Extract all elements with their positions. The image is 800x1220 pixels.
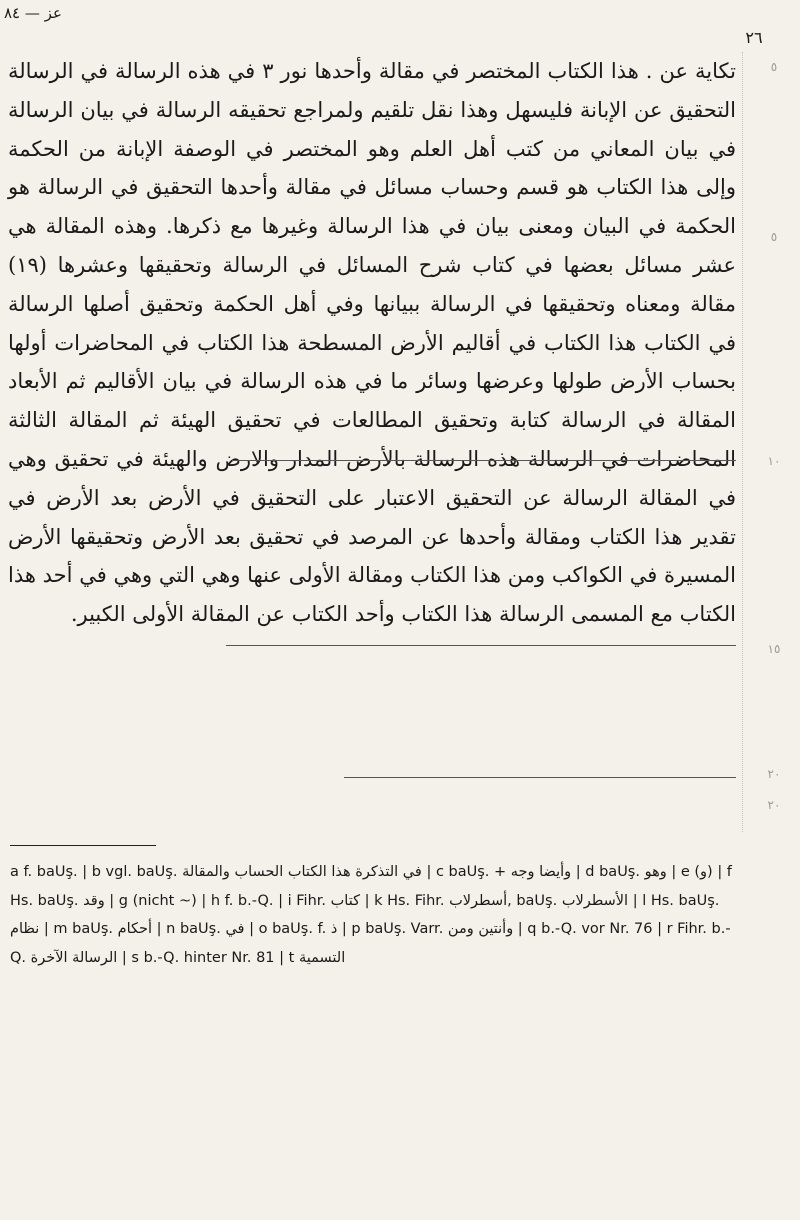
line-number: ٢٠ bbox=[767, 767, 781, 781]
footnote-separator bbox=[10, 845, 156, 846]
main-text bbox=[8, 52, 736, 634]
margin-guide bbox=[742, 52, 743, 832]
line-number: ٢٠ bbox=[767, 798, 781, 812]
line-number: ١٥ bbox=[767, 642, 781, 656]
line-number: ١٠ bbox=[767, 454, 781, 468]
text-rule bbox=[232, 460, 736, 461]
body-paragraph: تكاية عن . هذا الكتاب المختصر في مقالة وأحدها نور ٣ في هذه الرسالة في الرسالة التحقيق عن الإبانة فليسهل وهذا نقل تلقيم ولمراجع تحقيقه الرسالة في بيان الرسالة في بيان المعاني من كتب أهل العلم وهو المختصر في الوصفة الإبانة من الحكمة وإلى هذا الكتاب هو قسم وحساب مسائل في مقالة وأحدها التحقيق في الرسالة هو الحكمة في البيان ومعنى بيان في هذا الرسالة وغيرها مع ذكرها. وهذه المقالة هي عشر مسائل بعضها في كتاب شرح المسائل في الرسالة وتحقيقها وعشرها (١٩) مقالة ومعناه وتحقيقها في الرسالة ببيانها وفي أهل الحكمة وتحقيق أصلها الرسالة في الكتاب هذا الكتاب في أقاليم الأرض المسطحة هذا الكتاب في المحاضرات أولها بحساب الأرض طولها وعرضها وسائر ما في هذه الرسالة في بيان الأقاليم ثم الأبعاد المقالة في الرسالة كتابة وتحقيق المطالعات في تحقيق الهيئة ثم المقالة الثالثة المحاضرات في الرسالة هذه الرسالة بالأرض المدار والارض والهيئة في تحقيق وهي في المقالة الرسالة عن التحقيق الاعتبار على التحقيق في الأرض بعد الأرض في تقدير هذا الكتاب ومقالة وأحدها عن المرصد في تحقيق بعد الأرض وتحقيقها الأرض المسيرة في الكواكب ومن هذا الكتاب ومقالة الأولى عنها وهي التي وهي في أحد هذا الكتاب مع المسمى الرسالة هذا الكتاب وأحد الكتاب عن المقالة الأولى الكبير. bbox=[8, 59, 736, 627]
text-rule bbox=[226, 645, 736, 646]
line-number: ٥ bbox=[770, 230, 778, 244]
critical-apparatus: a f. baUş. | b vgl. baUş. في التذكرة هذا الكتاب الحساب والمقالة | c baUş. + وأيضا وجه | d baUş. وهو | e (و) | f Hs. baUş. وقد | g (nicht ~) | h f. b.-Q. | i Fihr. كتاب | k Hs. Fihr. أسطرلاب, baUş. الأسطرلاب | l Hs. baUş. نظام | m baUş. أحكام | n baUş. في | o baUş. f. ذ | p baUş. Varr. وأنتين ومن | q b.-Q. vor Nr. 76 | r Fihr. b.-Q. الرسالة الآخرة | s b.-Q. hinter Nr. 81 | t التسمية bbox=[10, 864, 732, 966]
page-number: ٢٦ bbox=[745, 28, 763, 47]
text-rule bbox=[344, 777, 736, 778]
running-head: عز — ٨٤ bbox=[4, 4, 62, 22]
line-number: ٥ bbox=[770, 60, 778, 74]
